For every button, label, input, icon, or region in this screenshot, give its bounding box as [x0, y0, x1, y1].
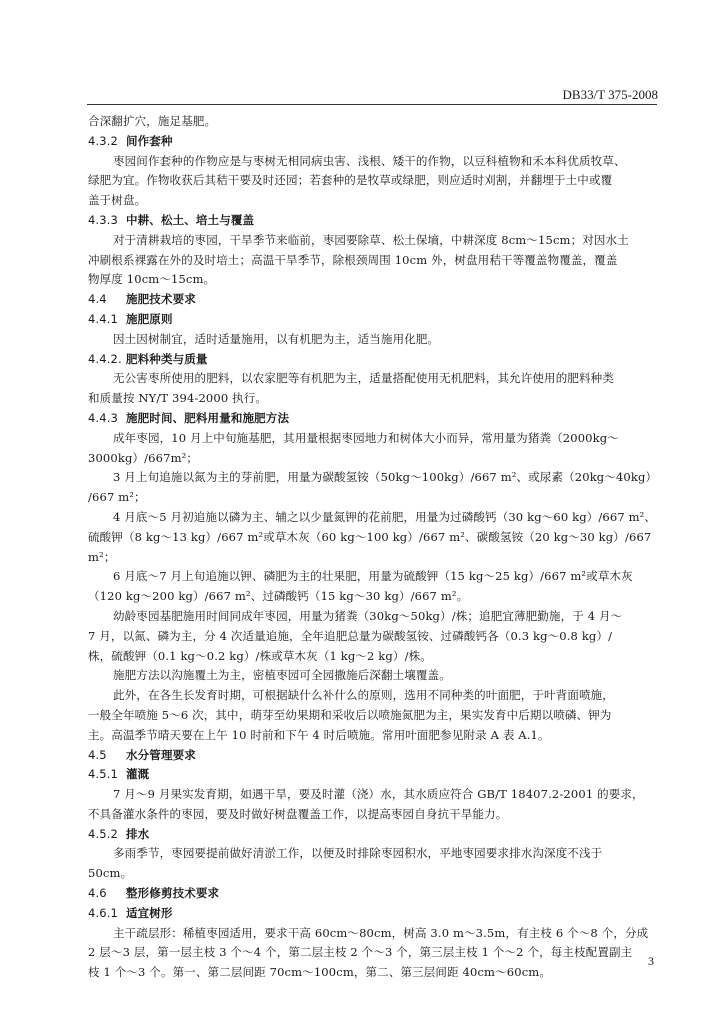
- section-title: 灌溉: [126, 767, 150, 782]
- paragraph-line: 绿肥为宜。作物收获后其秸干要及时还园；若套种的是牧草或绿肥，则应适时刈割，并翻埋于土中或覆: [88, 173, 613, 188]
- paragraph-line: /667 m²；: [88, 490, 146, 505]
- section-number: 4.3.3: [88, 212, 119, 227]
- section-title: 中耕、松土、培土与覆盖: [126, 212, 255, 227]
- section-number: 4.3.2: [88, 133, 119, 148]
- paragraph-line: 枝 1 个～3 个。第一、第二层间距 70cm～100cm，第二、第三层间距 40cm～60cm。: [88, 965, 551, 980]
- paragraph-line: 冲刷根系裸露在外的及时培土；高温干旱季节，除根颈周围 10cm 外，树盘用秸干等覆盖物覆盖，覆盖: [88, 252, 618, 267]
- paragraph-first-line: 主干疏层形：稀植枣园适用，要求干高 60cm～80cm，树高 3.0 m～3.5m，有主枝 6 个～8 个，分成: [113, 925, 649, 940]
- paragraph-first-line: 多雨季节，枣园要提前做好清淤工作，以便及时排除枣园积水，平地枣园要求排水沟深度不浅于: [113, 846, 603, 861]
- section-heading: [88, 884, 656, 904]
- paragraph-line: m²；: [88, 549, 116, 564]
- section-heading: [88, 409, 656, 429]
- section-number: 4.4.1: [88, 311, 119, 326]
- paragraph-first-line: 对于清耕栽培的枣园，干旱季节来临前，枣园要除草、松土保墒，中耕深度 8cm～15cm；对因水土: [113, 232, 629, 247]
- section-title: 适宜树形: [126, 905, 173, 920]
- section-number: 4.5.2: [88, 826, 119, 841]
- paragraph-first-line: 施肥方法以沟施覆土为主，密植枣园可全园撒施后深翻土壤覆盖。: [113, 668, 451, 683]
- section-title: 施肥原则: [126, 311, 173, 326]
- section-title: 肥料种类与质量: [126, 351, 208, 366]
- paragraph-line: 2 层～3 层，第一层主枝 3 个～4 个，第二层主枝 2 个～3 个，第三层主枝 1 个～2 个，每主枝配置副主: [88, 945, 633, 960]
- paragraph-first-line: 成年枣园，10 月上中旬施基肥，其用量根据枣园地力和树体大小而异，常用量为猪粪（2000kg～: [113, 430, 619, 445]
- paragraph-line: 不具备灌水条件的枣园，要及时做好树盘覆盖工作，以提高枣园自身抗干旱能力。: [88, 806, 508, 821]
- paragraph-line: 合深翻扩穴，施足基肥。: [88, 114, 217, 128]
- section-title: 施肥时间、肥料用量和施肥方法: [126, 410, 290, 425]
- section-title: 间作套种: [126, 133, 173, 148]
- paragraph-first-line: 幼龄枣园基肥施用时间同成年枣园，用量为猪粪（30kg～50kg）/株；追肥宜薄肥勤施，于 4 月～: [113, 608, 623, 623]
- paragraph-line: 株，硫酸钾（0.1 kg～0.2 kg）/株或草木灰（1 kg～2 kg）/株。: [88, 648, 432, 663]
- section-title: 排水: [126, 826, 150, 841]
- paragraph-first-line: 无公害枣所使用的肥料，以农家肥等有机肥为主，适量搭配使用无机肥料，其允许使用的肥料种类: [113, 371, 614, 386]
- section-title: 整形修剪技术要求: [126, 886, 220, 901]
- paragraph-first-line: 枣园间作套种的作物应是与枣树无相同病虫害、浅根、矮干的作物，以豆科植物和禾本科优质牧草、: [113, 153, 626, 168]
- paragraph-line: 和质量按 NY/T 394-2000 执行。: [88, 391, 268, 406]
- section-heading: [88, 310, 656, 330]
- section-number: 4.6.1: [88, 905, 119, 920]
- paragraph-line: 主。高温季节晴天要在上午 10 时前和下午 4 时后喷施。常用叶面肥参见附录 A 表 A.1。: [88, 727, 550, 742]
- standard-code: DB33/T 375-2008: [562, 87, 658, 102]
- paragraph-first-line: 6 月底～7 月上旬追施以钾、磷肥为主的壮果肥，用量为硫酸钾（15 kg～25 kg）/667 m²或草木灰: [113, 569, 633, 584]
- section-title: 水分管理要求: [126, 747, 196, 762]
- paragraph-first-line: 7 月～9 月果实发育期，如遇干旱，要及时灌（浇）水，其水质应符合 GB/T 18407.2-2001 的要求，: [113, 787, 644, 802]
- section-number: 4.4.2.: [88, 351, 122, 366]
- paragraph-line: 硫酸钾（8 kg～13 kg）/667 m²或草木灰（60 kg～100 kg）/667 m²、碳酸氢铵（20 kg～30 kg）/667: [88, 529, 652, 544]
- section-number: 4.4.3: [88, 410, 119, 425]
- paragraph-first-line: 因土因树制宜，适时适量施用，以有机肥为主，适当施用化肥。: [113, 331, 440, 346]
- section-heading: [88, 904, 656, 924]
- section-heading: [88, 132, 656, 152]
- paragraph-first-line: 4 月底～5 月初追施以磷为主、辅之以少量氮钾的花前肥，用量为过磷酸钙（30 kg～60 kg）/667 m²、: [113, 509, 657, 524]
- paragraph-line: （120 kg～200 kg）/667 m²、过磷酸钙（15 kg～30 kg）/667 m²。: [88, 589, 469, 604]
- section-heading: [88, 825, 656, 845]
- section-heading: [88, 765, 656, 785]
- header-rule: [87, 104, 657, 105]
- section-title: 施肥技术要求: [126, 292, 196, 307]
- section-number: 4.4: [88, 292, 107, 307]
- paragraph-line: 50cm。: [88, 866, 133, 881]
- section-heading: [88, 350, 656, 370]
- section-heading: [88, 746, 656, 766]
- paragraph-first-line: 3 月上旬追施以氮为主的芽前肥，用量为碳酸氢铵（50kg～100kg）/667 m²、或尿素（20kg～40kg）: [113, 470, 658, 485]
- paragraph-line: 7 月，以氮、磷为主，分 4 次适量追施，全年追肥总量为碳酸氢铵、过磷酸钙各（0.3 kg～0.8 kg）/: [88, 628, 613, 643]
- page-number: 3: [648, 954, 654, 968]
- section-number: 4.6: [88, 886, 107, 901]
- section-number: 4.5.1: [88, 767, 119, 782]
- paragraph-line: 物厚度 10cm～15cm。: [88, 272, 216, 287]
- section-heading: [88, 211, 656, 231]
- paragraph-line: 盖于树盘。: [88, 193, 147, 208]
- paragraph-line: 3000kg）/667m²；: [88, 450, 199, 465]
- section-heading: [88, 290, 656, 310]
- paragraph-line: 一般全年喷施 5～6 次，其中，萌芽至幼果期和采收后以喷施氮肥为主，果实发育中后期以喷磷、钾为: [88, 707, 612, 722]
- document-body: [88, 112, 656, 983]
- section-number: 4.5: [88, 747, 107, 762]
- paragraph-first-line: 此外，在各生长发育时期，可根据缺什么补什么的原则，选用不同种类的叶面肥，于叶背面喷施，: [113, 688, 614, 703]
